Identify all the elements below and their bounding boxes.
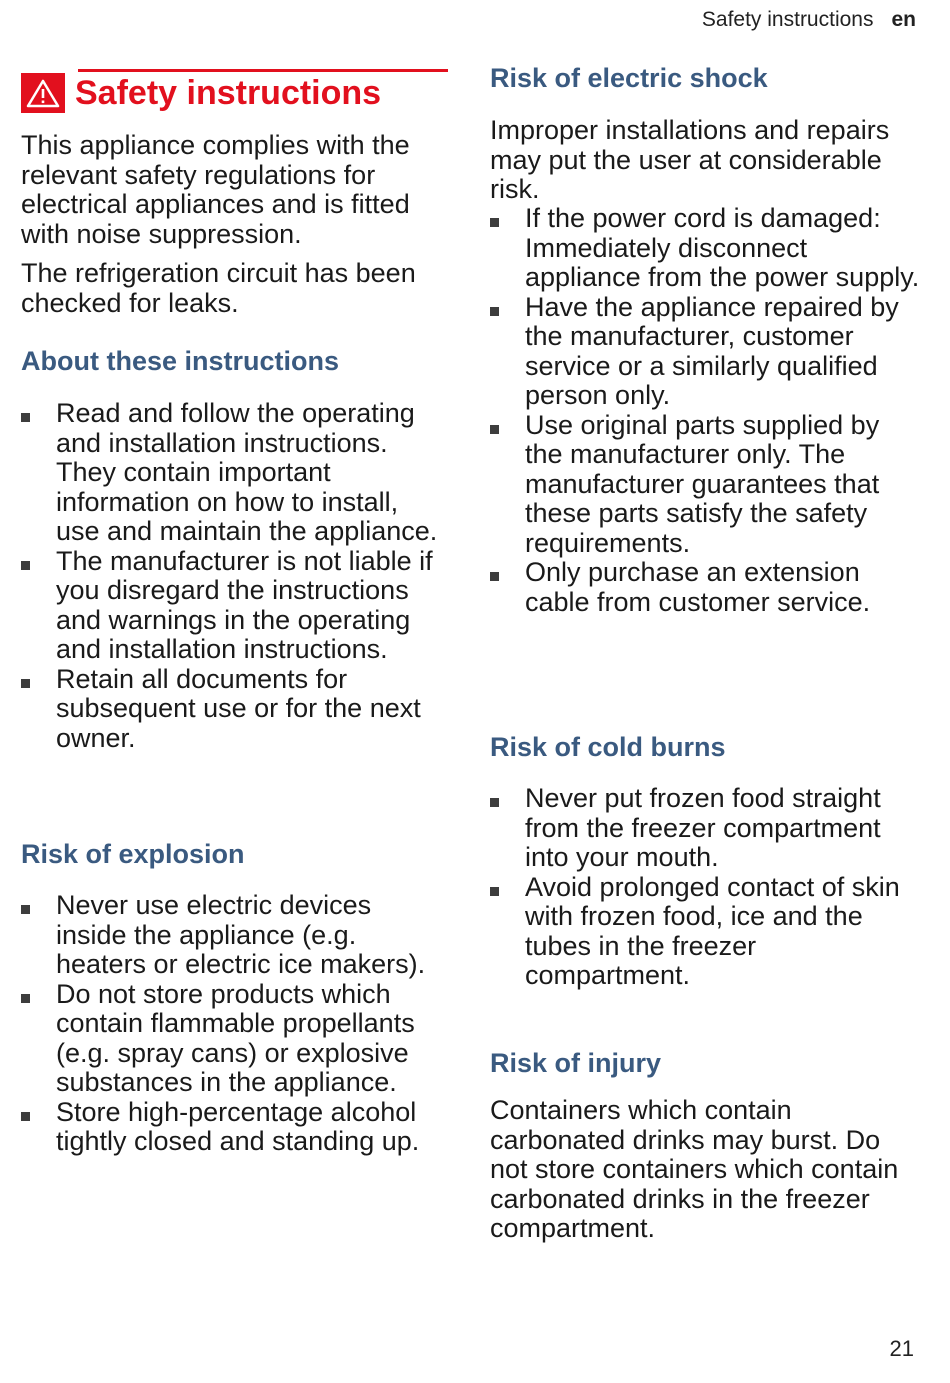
list-item-text: Never put frozen food straight from the freezer compartment into your mouth. bbox=[525, 783, 881, 872]
list-item-text: Use original parts supplied by the manufacturer only. The manufacturer guarantees that these parts satisfy the safety requirements. bbox=[525, 409, 880, 558]
cold-heading: Risk of cold burns bbox=[490, 732, 726, 762]
warning-icon bbox=[21, 73, 65, 113]
list-item-text: Retain all documents for subsequent use or for the next owner. bbox=[56, 663, 421, 753]
main-title: Safety instructions bbox=[75, 74, 382, 112]
bullet-icon bbox=[490, 572, 499, 581]
shock-list bbox=[490, 204, 920, 617]
list-item bbox=[490, 873, 920, 991]
list-item bbox=[490, 411, 920, 559]
shock-heading: Risk of electric shock bbox=[490, 63, 768, 93]
injury-heading: Risk of injury bbox=[490, 1048, 662, 1078]
bullet-icon bbox=[21, 561, 30, 570]
list-item-text: Do not store products which contain flammable propellants (e.g. spray cans) or explosive substances in the appliance. bbox=[56, 978, 415, 1097]
list-item bbox=[21, 665, 446, 754]
bullet-icon bbox=[21, 679, 30, 688]
explosion-list bbox=[21, 891, 446, 1157]
intro-paragraph-2: The refrigeration circuit has been checked for leaks. bbox=[21, 258, 416, 318]
header-lang: en bbox=[891, 8, 916, 31]
bullet-icon bbox=[490, 425, 499, 434]
shock-intro: Improper installations and repairs may put the user at considerable risk. bbox=[490, 115, 890, 204]
list-item bbox=[21, 891, 446, 980]
cold-list bbox=[490, 784, 920, 991]
list-item bbox=[490, 558, 920, 617]
bullet-icon bbox=[490, 307, 499, 316]
list-item-text: If the power cord is damaged: Immediately disconnect appliance from the power supply. bbox=[525, 203, 920, 292]
header-section: Safety instructions bbox=[701, 8, 874, 31]
injury-text: Containers which contain carbonated drinks may burst. Do not store containers which contain carbonated drinks in the freezer compartment. bbox=[490, 1095, 899, 1243]
list-item bbox=[490, 204, 920, 293]
about-heading: About these instructions bbox=[21, 346, 340, 376]
bullet-icon bbox=[490, 798, 499, 807]
bullet-icon bbox=[490, 218, 499, 227]
list-item-text: Have the appliance repaired by the manufacturer, customer service or a similarly qualified person only. bbox=[525, 291, 899, 410]
bullet-icon bbox=[21, 1112, 30, 1121]
list-item-text: The manufacturer is not liable if you disregard the instructions and warnings in the operating and installation instructions. bbox=[56, 545, 433, 664]
list-item-text: Avoid prolonged contact of skin with frozen food, ice and the tubes in the freezer compartment. bbox=[525, 871, 900, 990]
list-item-text: Only purchase an extension cable from customer service. bbox=[525, 557, 871, 617]
intro-paragraph-1: This appliance complies with the relevant safety regulations for electrical appliances and is fitted with noise suppression. bbox=[21, 130, 410, 249]
list-item bbox=[490, 784, 920, 873]
list-item bbox=[21, 547, 446, 665]
list-item bbox=[21, 980, 446, 1098]
bullet-icon bbox=[21, 905, 30, 914]
bullet-icon bbox=[490, 887, 499, 896]
list-item-text: Read and follow the operating and installation instructions. They contain important information on how to install, use and maintain the appliance. bbox=[56, 398, 438, 546]
list-item-text: Never use electric devices inside the appliance (e.g. heaters or electric ice makers). bbox=[56, 890, 426, 979]
main-title-block bbox=[21, 72, 381, 114]
page-number: 21 bbox=[889, 1336, 914, 1361]
list-item bbox=[21, 1098, 446, 1157]
bullet-icon bbox=[21, 994, 30, 1003]
page-header bbox=[702, 8, 916, 32]
list-item-text: Store high-percentage alcohol tightly closed and standing up. bbox=[56, 1096, 420, 1156]
bullet-icon bbox=[21, 413, 30, 422]
about-list bbox=[21, 399, 446, 753]
list-item bbox=[490, 293, 920, 411]
list-item bbox=[21, 399, 446, 547]
explosion-heading: Risk of explosion bbox=[21, 839, 245, 869]
